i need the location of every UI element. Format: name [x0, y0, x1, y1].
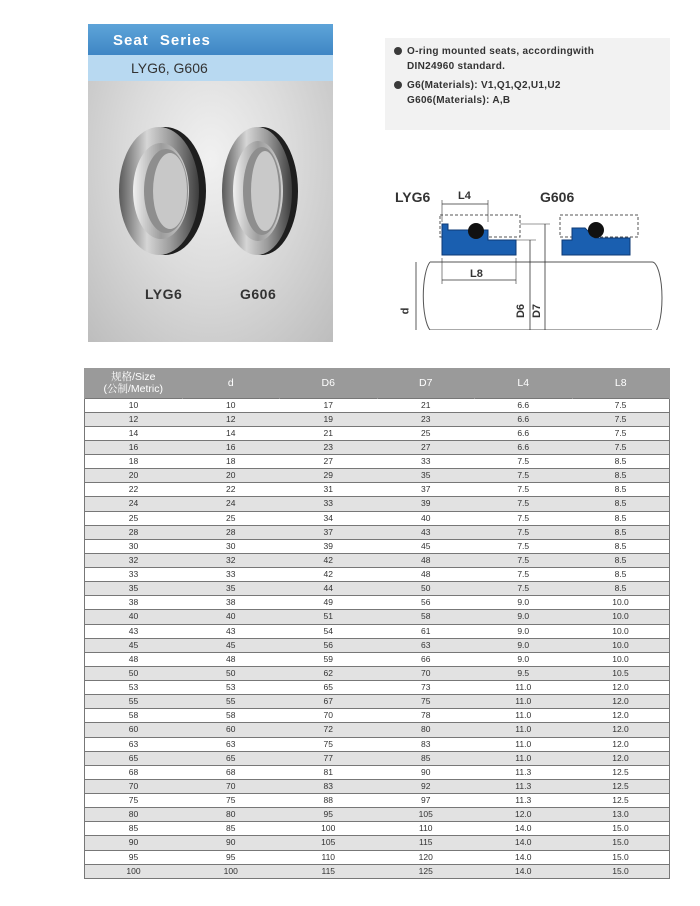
cell-d7: 45 [377, 539, 475, 553]
cell-size: 90 [85, 836, 183, 850]
cell-l4: 9.0 [475, 596, 573, 610]
cell-d6: 23 [280, 440, 378, 454]
cell-d: 53 [182, 681, 280, 695]
cell-d: 75 [182, 794, 280, 808]
cell-size: 58 [85, 709, 183, 723]
dim-label-l4: L4 [458, 190, 471, 202]
cell-d7: 97 [377, 794, 475, 808]
cell-size: 12 [85, 412, 183, 426]
note-item [407, 44, 660, 59]
table-row [85, 610, 670, 624]
cell-l4: 12.0 [475, 808, 573, 822]
cell-l8: 12.0 [572, 695, 670, 709]
diagram-label-lyg6: LYG6 [395, 189, 431, 205]
table-row [85, 511, 670, 525]
cell-l8: 8.5 [572, 455, 670, 469]
note-line-text: O-ring mounted seats, accordingwith [407, 46, 595, 57]
header-size-line2: (公制/Metric) [103, 382, 163, 395]
cell-l8: 7.5 [572, 426, 670, 440]
table-row [85, 808, 670, 822]
table-row [85, 794, 670, 808]
cell-d6: 62 [280, 666, 378, 680]
cell-d6: 110 [280, 850, 378, 864]
header-size [85, 368, 183, 398]
table-row [85, 638, 670, 652]
cell-d: 24 [182, 497, 280, 511]
cell-d6: 17 [280, 398, 378, 412]
cell-l4: 7.5 [475, 525, 573, 539]
cell-size: 22 [85, 483, 183, 497]
cell-d: 40 [182, 610, 280, 624]
cell-d6: 34 [280, 511, 378, 525]
cell-d7: 105 [377, 808, 475, 822]
cell-l8: 12.5 [572, 794, 670, 808]
cell-d6: 56 [280, 638, 378, 652]
cell-d: 60 [182, 723, 280, 737]
cell-l4: 14.0 [475, 836, 573, 850]
cell-size: 60 [85, 723, 183, 737]
cell-d7: 27 [377, 440, 475, 454]
cell-l8: 7.5 [572, 412, 670, 426]
cell-size: 20 [85, 469, 183, 483]
cell-l8: 8.5 [572, 525, 670, 539]
dim-label-l8: L8 [470, 268, 483, 280]
cell-l8: 8.5 [572, 568, 670, 582]
cell-size: 63 [85, 737, 183, 751]
cell-l4: 7.5 [475, 539, 573, 553]
cell-size: 40 [85, 610, 183, 624]
cell-l4: 11.3 [475, 794, 573, 808]
cell-d7: 48 [377, 553, 475, 567]
cell-size: 10 [85, 398, 183, 412]
cell-d7: 110 [377, 822, 475, 836]
cell-d7: 73 [377, 681, 475, 695]
cell-size: 48 [85, 652, 183, 666]
cell-d: 10 [182, 398, 280, 412]
cell-size: 30 [85, 539, 183, 553]
cell-d7: 40 [377, 511, 475, 525]
cell-d6: 100 [280, 822, 378, 836]
cell-d6: 115 [280, 864, 378, 878]
cell-d6: 95 [280, 808, 378, 822]
cell-l4: 6.6 [475, 412, 573, 426]
cell-l4: 6.6 [475, 426, 573, 440]
cell-l4: 7.5 [475, 469, 573, 483]
cell-d6: 105 [280, 836, 378, 850]
cell-size: 32 [85, 553, 183, 567]
note-line-text: G6(Materials): V1,Q1,Q2,U1,U2 [407, 80, 561, 91]
cell-d6: 49 [280, 596, 378, 610]
lyg6-ring-image [119, 127, 206, 255]
cell-l4: 9.0 [475, 610, 573, 624]
cell-d7: 92 [377, 779, 475, 793]
cell-d: 50 [182, 666, 280, 680]
cell-d7: 23 [377, 412, 475, 426]
cell-d: 70 [182, 779, 280, 793]
cell-d: 22 [182, 483, 280, 497]
cell-l8: 10.5 [572, 666, 670, 680]
cell-d7: 33 [377, 455, 475, 469]
product-photo [88, 81, 333, 342]
cell-d: 68 [182, 765, 280, 779]
cell-d7: 39 [377, 497, 475, 511]
size-table [84, 368, 670, 879]
cell-l8: 12.0 [572, 709, 670, 723]
cell-size: 75 [85, 794, 183, 808]
table-row [85, 850, 670, 864]
cell-d6: 21 [280, 426, 378, 440]
note-line-text: DIN24960 standard. [407, 61, 506, 72]
header-l8: L8 [572, 368, 670, 398]
cell-l8: 12.0 [572, 681, 670, 695]
cell-d6: 44 [280, 582, 378, 596]
cell-l4: 6.6 [475, 398, 573, 412]
cell-d7: 25 [377, 426, 475, 440]
dim-label-d6: D6 [515, 303, 528, 319]
cell-d: 63 [182, 737, 280, 751]
cell-d6: 33 [280, 497, 378, 511]
model-subtitle: LYG6, G606 [88, 55, 333, 81]
cell-size: 43 [85, 624, 183, 638]
table-row [85, 440, 670, 454]
cell-d6: 77 [280, 751, 378, 765]
table-row [85, 398, 670, 412]
cell-d7: 80 [377, 723, 475, 737]
cell-l4: 9.5 [475, 666, 573, 680]
cell-d7: 37 [377, 483, 475, 497]
cell-l8: 8.5 [572, 582, 670, 596]
cell-d6: 29 [280, 469, 378, 483]
table-row [85, 539, 670, 553]
table-row [85, 737, 670, 751]
table-row [85, 455, 670, 469]
cell-l4: 6.6 [475, 440, 573, 454]
cell-d: 14 [182, 426, 280, 440]
cell-l8: 12.5 [572, 779, 670, 793]
cell-l4: 7.5 [475, 497, 573, 511]
cell-l4: 7.5 [475, 568, 573, 582]
table-row [85, 709, 670, 723]
cell-d7: 83 [377, 737, 475, 751]
cell-l4: 11.3 [475, 779, 573, 793]
table-row [85, 723, 670, 737]
header-d6: D6 [280, 368, 378, 398]
table-row [85, 864, 670, 878]
dim-label-d: d [399, 307, 412, 315]
table-row [85, 568, 670, 582]
cell-d7: 61 [377, 624, 475, 638]
cell-d: 85 [182, 822, 280, 836]
cell-d: 80 [182, 808, 280, 822]
notes-box [385, 38, 670, 130]
cell-size: 38 [85, 596, 183, 610]
cell-d7: 75 [377, 695, 475, 709]
cell-d6: 83 [280, 779, 378, 793]
dimension-diagram [390, 180, 670, 330]
cell-d6: 54 [280, 624, 378, 638]
cell-d: 16 [182, 440, 280, 454]
cell-d7: 50 [377, 582, 475, 596]
cell-size: 95 [85, 850, 183, 864]
cell-l4: 14.0 [475, 822, 573, 836]
cell-l4: 7.5 [475, 455, 573, 469]
cell-d6: 19 [280, 412, 378, 426]
cell-l4: 11.3 [475, 765, 573, 779]
cell-d: 55 [182, 695, 280, 709]
table-row [85, 836, 670, 850]
cell-d6: 70 [280, 709, 378, 723]
cell-l8: 15.0 [572, 850, 670, 864]
cell-d6: 65 [280, 681, 378, 695]
note-item [407, 78, 660, 93]
cell-d6: 75 [280, 737, 378, 751]
cell-d: 45 [182, 638, 280, 652]
cell-size: 80 [85, 808, 183, 822]
cell-l8: 15.0 [572, 822, 670, 836]
cell-d: 100 [182, 864, 280, 878]
note-line-text: G606(Materials): A,B [407, 95, 511, 106]
table-row [85, 525, 670, 539]
cell-size: 24 [85, 497, 183, 511]
cell-l4: 11.0 [475, 709, 573, 723]
cell-l8: 15.0 [572, 836, 670, 850]
cell-l8: 10.0 [572, 610, 670, 624]
cell-d7: 58 [377, 610, 475, 624]
cell-d6: 39 [280, 539, 378, 553]
cell-l8: 12.0 [572, 723, 670, 737]
cell-d7: 21 [377, 398, 475, 412]
cell-size: 100 [85, 864, 183, 878]
cell-d: 90 [182, 836, 280, 850]
cell-size: 65 [85, 751, 183, 765]
cell-l8: 13.0 [572, 808, 670, 822]
cell-l4: 11.0 [475, 723, 573, 737]
photo-label-lyg6: LYG6 [145, 286, 183, 302]
cell-d7: 56 [377, 596, 475, 610]
cell-d6: 42 [280, 553, 378, 567]
cell-l8: 8.5 [572, 497, 670, 511]
cell-d6: 27 [280, 455, 378, 469]
cell-d: 58 [182, 709, 280, 723]
cell-d: 30 [182, 539, 280, 553]
table-row [85, 681, 670, 695]
cell-l8: 8.5 [572, 553, 670, 567]
cell-size: 70 [85, 779, 183, 793]
cell-d6: 67 [280, 695, 378, 709]
table-row [85, 469, 670, 483]
table-header-row [85, 368, 670, 398]
table-body [85, 398, 670, 878]
cell-d: 65 [182, 751, 280, 765]
cell-d6: 72 [280, 723, 378, 737]
cell-l8: 10.0 [572, 596, 670, 610]
cell-size: 16 [85, 440, 183, 454]
cell-d6: 42 [280, 568, 378, 582]
cell-l8: 10.0 [572, 652, 670, 666]
cell-l4: 7.5 [475, 483, 573, 497]
table-row [85, 553, 670, 567]
photo-label-g606: G606 [240, 286, 277, 302]
cell-l8: 7.5 [572, 398, 670, 412]
cell-l4: 9.0 [475, 638, 573, 652]
table-row [85, 652, 670, 666]
cell-l4: 7.5 [475, 553, 573, 567]
cell-l8: 10.0 [572, 638, 670, 652]
table-row [85, 751, 670, 765]
cell-d7: 43 [377, 525, 475, 539]
table-row [85, 582, 670, 596]
header-l4: L4 [475, 368, 573, 398]
cell-l8: 12.0 [572, 751, 670, 765]
table-row [85, 412, 670, 426]
bullet-icon [394, 81, 402, 89]
cell-d7: 90 [377, 765, 475, 779]
cell-d6: 31 [280, 483, 378, 497]
cell-d7: 85 [377, 751, 475, 765]
cell-d: 35 [182, 582, 280, 596]
cell-d7: 70 [377, 666, 475, 680]
cell-d: 95 [182, 850, 280, 864]
product-panel [88, 24, 333, 342]
diagram-label-g606: G606 [540, 189, 575, 205]
header-size-line1: 规格/Size [111, 370, 156, 383]
cell-size: 45 [85, 638, 183, 652]
cell-l4: 9.0 [475, 624, 573, 638]
table-row [85, 497, 670, 511]
cell-size: 53 [85, 681, 183, 695]
dim-label-d7: D7 [531, 303, 544, 319]
cell-d: 38 [182, 596, 280, 610]
cell-d7: 78 [377, 709, 475, 723]
table-row [85, 779, 670, 793]
header-d7: D7 [377, 368, 475, 398]
cell-size: 55 [85, 695, 183, 709]
cell-size: 14 [85, 426, 183, 440]
cell-d6: 81 [280, 765, 378, 779]
table-row [85, 624, 670, 638]
cell-l4: 14.0 [475, 864, 573, 878]
cell-size: 68 [85, 765, 183, 779]
bullet-icon [394, 47, 402, 55]
cell-size: 28 [85, 525, 183, 539]
cell-size: 18 [85, 455, 183, 469]
series-title: Seat Series [88, 24, 333, 55]
cell-l8: 8.5 [572, 483, 670, 497]
cell-l4: 14.0 [475, 850, 573, 864]
table-row [85, 822, 670, 836]
cell-d7: 63 [377, 638, 475, 652]
cell-d7: 35 [377, 469, 475, 483]
table-row [85, 695, 670, 709]
cell-d: 43 [182, 624, 280, 638]
cell-size: 35 [85, 582, 183, 596]
table-row [85, 765, 670, 779]
cell-d7: 120 [377, 850, 475, 864]
cell-l4: 7.5 [475, 511, 573, 525]
cell-size: 25 [85, 511, 183, 525]
cell-d: 20 [182, 469, 280, 483]
cell-d6: 88 [280, 794, 378, 808]
cell-l4: 11.0 [475, 695, 573, 709]
table-row [85, 483, 670, 497]
cell-l8: 8.5 [572, 511, 670, 525]
table-row [85, 666, 670, 680]
cell-size: 33 [85, 568, 183, 582]
cell-d7: 66 [377, 652, 475, 666]
cell-d: 48 [182, 652, 280, 666]
cell-l8: 8.5 [572, 469, 670, 483]
cell-d6: 51 [280, 610, 378, 624]
cell-d: 28 [182, 525, 280, 539]
cell-l8: 10.0 [572, 624, 670, 638]
cell-d: 25 [182, 511, 280, 525]
cell-size: 85 [85, 822, 183, 836]
cell-l8: 15.0 [572, 864, 670, 878]
cell-d6: 37 [280, 525, 378, 539]
cell-d7: 48 [377, 568, 475, 582]
cell-d: 32 [182, 553, 280, 567]
cell-l4: 7.5 [475, 582, 573, 596]
cell-l8: 12.0 [572, 737, 670, 751]
table-row [85, 596, 670, 610]
table-row [85, 426, 670, 440]
cell-d7: 125 [377, 864, 475, 878]
cell-size: 50 [85, 666, 183, 680]
cell-l8: 8.5 [572, 539, 670, 553]
cell-l4: 11.0 [475, 737, 573, 751]
cell-l4: 11.0 [475, 751, 573, 765]
cell-l8: 12.5 [572, 765, 670, 779]
cell-d6: 59 [280, 652, 378, 666]
cell-d7: 115 [377, 836, 475, 850]
g606-ring-image [222, 127, 298, 255]
cell-l4: 11.0 [475, 681, 573, 695]
cell-d: 33 [182, 568, 280, 582]
cell-d: 12 [182, 412, 280, 426]
cell-l8: 7.5 [572, 440, 670, 454]
header-d: d [182, 368, 280, 398]
cell-l4: 9.0 [475, 652, 573, 666]
cell-d: 18 [182, 455, 280, 469]
